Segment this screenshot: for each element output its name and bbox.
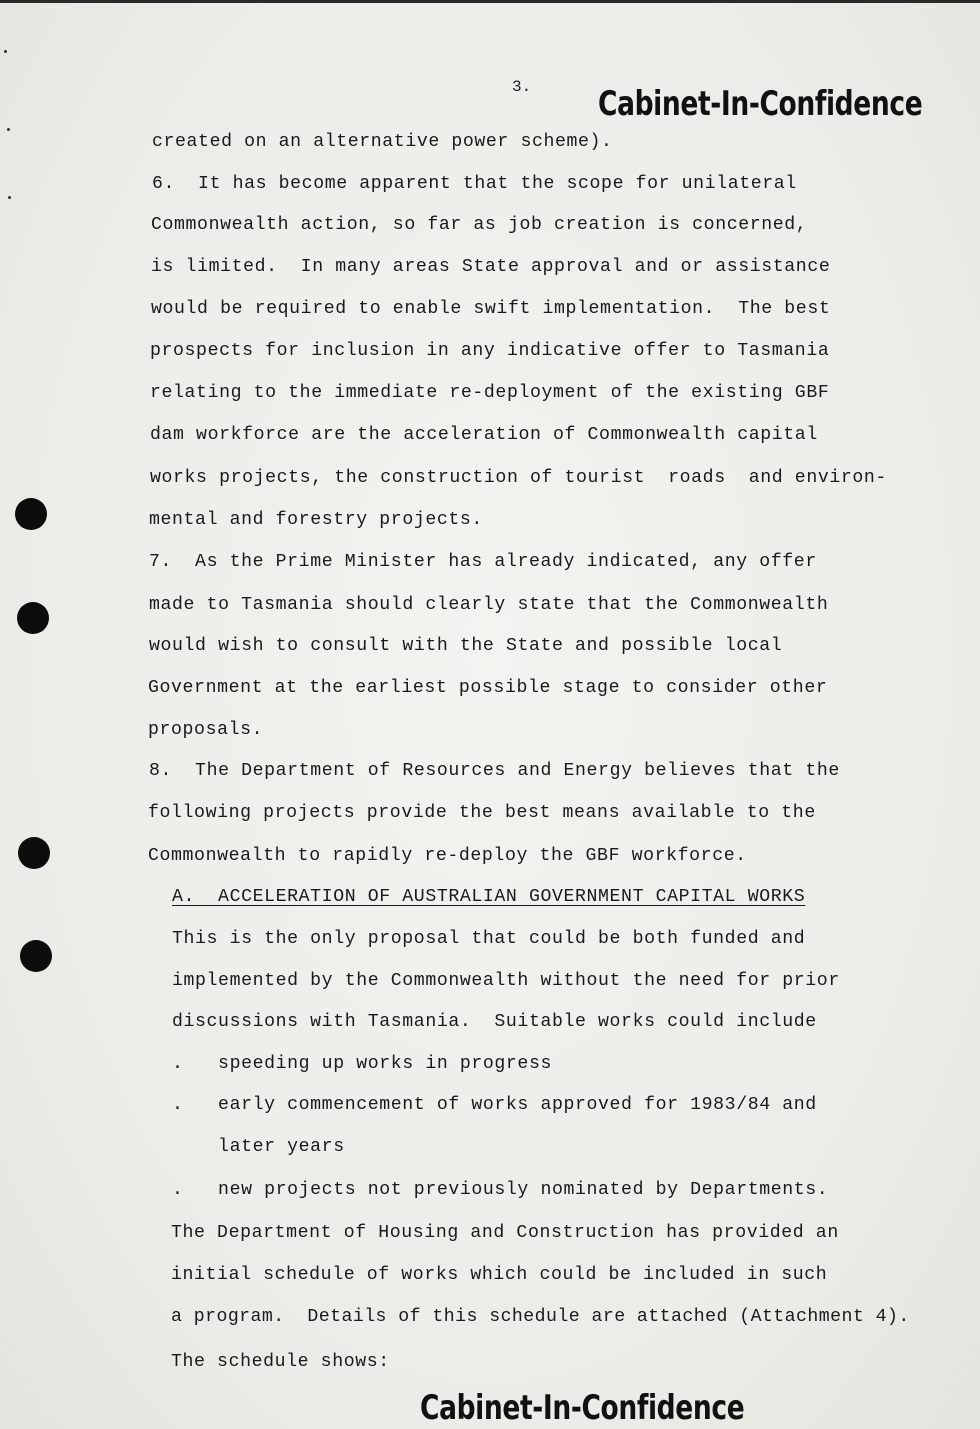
text-line: implemented by the Commonwealth without the need for prior bbox=[172, 971, 840, 991]
text-line: Commonwealth action, so far as job creation is concerned, bbox=[151, 215, 808, 235]
text-line: Commonwealth to rapidly re-deploy the GBF workforce. bbox=[148, 846, 747, 866]
text-line: The schedule shows: bbox=[171, 1352, 390, 1372]
text-line: The Department of Housing and Construction has provided an bbox=[171, 1223, 839, 1243]
text-line: would be required to enable swift implementation. The best bbox=[151, 299, 831, 319]
text-line: dam workforce are the acceleration of Commonwealth capital bbox=[150, 425, 818, 445]
paragraph-6-line: 6. It has become apparent that the scope for unilateral bbox=[152, 174, 797, 194]
text-line: created on an alternative power scheme). bbox=[152, 132, 613, 152]
bullet-item-continuation: later years bbox=[172, 1137, 345, 1157]
text-line: relating to the immediate re-deployment of the existing GBF bbox=[150, 383, 830, 403]
page-top-edge bbox=[0, 0, 980, 3]
text-line: following projects provide the best means available to the bbox=[148, 803, 816, 823]
classification-stamp-bottom: Cabinet-In-Confidence bbox=[420, 1388, 745, 1428]
scan-speck bbox=[7, 128, 10, 131]
text-line: mental and forestry projects. bbox=[149, 510, 483, 530]
text-line: works projects, the construction of tourist roads and environ- bbox=[150, 468, 887, 488]
page-number: 3. bbox=[512, 78, 532, 96]
punch-hole bbox=[20, 940, 52, 972]
text-line: made to Tasmania should clearly state that the Commonwealth bbox=[149, 595, 829, 615]
text-line: is limited. In many areas State approval and or assistance bbox=[151, 257, 831, 277]
punch-hole bbox=[18, 837, 50, 869]
bullet-item: . early commencement of works approved for 1983/84 and bbox=[172, 1095, 817, 1115]
text-line: a program. Details of this schedule are attached (Attachment 4). bbox=[171, 1307, 910, 1327]
punch-hole bbox=[15, 498, 47, 530]
text-line: proposals. bbox=[148, 720, 264, 740]
scan-speck bbox=[8, 196, 11, 199]
punch-hole bbox=[17, 602, 49, 634]
section-heading-a: A. ACCELERATION OF AUSTRALIAN GOVERNMENT CAPITAL WORKS bbox=[172, 887, 806, 907]
classification-stamp-top: Cabinet-In-Confidence bbox=[598, 84, 923, 124]
text-line: prospects for inclusion in any indicative offer to Tasmania bbox=[150, 341, 830, 361]
bullet-item: . new projects not previously nominated by Departments. bbox=[172, 1180, 829, 1200]
bullet-item: . speeding up works in progress bbox=[172, 1054, 552, 1074]
scan-speck bbox=[4, 50, 7, 53]
text-line: discussions with Tasmania. Suitable works could include bbox=[172, 1012, 817, 1032]
text-line: initial schedule of works which could be included in such bbox=[171, 1265, 828, 1285]
paragraph-7-line: 7. As the Prime Minister has already indicated, any offer bbox=[149, 552, 817, 572]
text-line: This is the only proposal that could be both funded and bbox=[172, 929, 806, 949]
text-line: Government at the earliest possible stage to consider other bbox=[148, 678, 828, 698]
text-line: would wish to consult with the State and possible local bbox=[149, 636, 783, 656]
paragraph-8-line: 8. The Department of Resources and Energy believes that the bbox=[149, 761, 840, 781]
